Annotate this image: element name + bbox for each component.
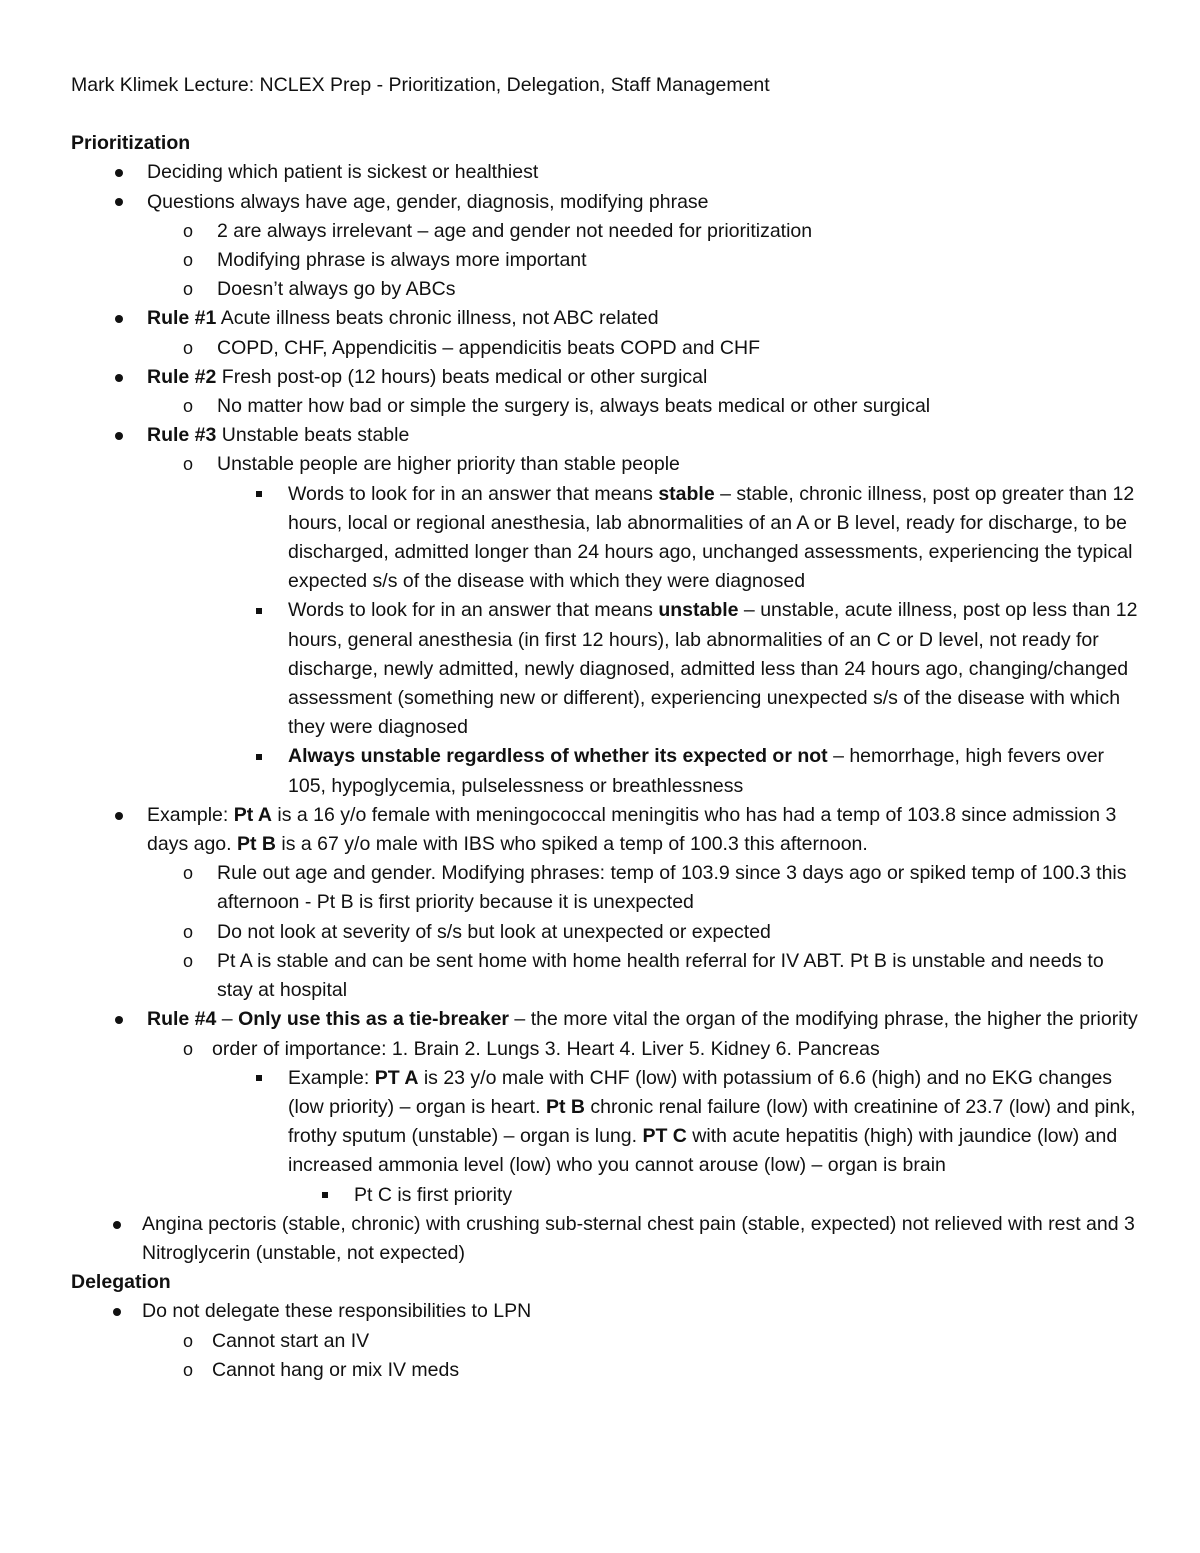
- list-item-example: Example: Pt A is a 16 y/o female with meningococcal meningitis who has had a temp of 103.8 since admission 3 days ago. Pt B is a 67 y/o male with IBS who spiked a temp of 100.3 this afternoon.: [71, 801, 1140, 859]
- sub-list-item: o COPD, CHF, Appendicitis – appendicitis beats COPD and CHF: [71, 334, 1140, 363]
- bullet-square: [249, 480, 269, 509]
- bullet-circle: o: [182, 950, 193, 971]
- bullet-square: [315, 1181, 335, 1210]
- bullet-circle: o: [182, 1330, 193, 1351]
- list-item-rule-1: Rule #1 Acute illness beats chronic illness, not ABC related: [71, 304, 1140, 333]
- section-heading-prioritization: Prioritization: [71, 132, 191, 155]
- list-item-rule-3: Rule #3 Unstable beats stable: [71, 421, 1140, 450]
- sub-list-item: o Do not look at severity of s/s but look at unexpected or expected: [71, 918, 1140, 947]
- sub-list-item: o Modifying phrase is always more important: [71, 246, 1140, 275]
- bullet-circle: o: [182, 250, 193, 271]
- sub-list-item: o Rule out age and gender. Modifying phrases: temp of 103.9 since 3 days ago or spiked temp of 100.3 this afternoon - Pt B is first priority because it is unexpected: [71, 859, 1140, 917]
- sub-list-item: o order of importance: 1. Brain 2. Lungs 3. Heart 4. Liver 5. Kidney 6. Pancreas: [71, 1035, 1140, 1064]
- bullet-dot: [109, 158, 129, 187]
- bullet-square: [249, 1064, 269, 1093]
- list-item-rule-2: Rule #2 Fresh post-op (12 hours) beats medical or other surgical: [71, 363, 1140, 392]
- bullet-square: [249, 596, 269, 625]
- sub-list-item: o No matter how bad or simple the surgery is, always beats medical or other surgical: [71, 392, 1140, 421]
- bullet-square: [249, 742, 269, 771]
- bullet-circle: o: [182, 454, 193, 475]
- bullet-dot: [109, 188, 129, 217]
- list-item-angina: Angina pectoris (stable, chronic) with crushing sub-sternal chest pain (stable, expected) not relieved with rest and 3 Nitroglycerin (unstable, not expected): [71, 1210, 1140, 1268]
- sub-sub-list-item: Example: PT A is 23 y/o male with CHF (low) with potassium of 6.6 (high) and no EKG changes (low priority) – organ is heart. Pt B chronic renal failure (low) with creatinine of 23.7 (low) and pink, frothy sputum (unstable) – organ is lung. PT C with acute hepatitis (high) with jaundice (low) and increased ammonia level (low) who you cannot arouse (low) – organ is brain: [71, 1064, 1140, 1181]
- sub-list-item: o Cannot hang or mix IV meds: [71, 1356, 1140, 1385]
- sub-list-item: o Cannot start an IV: [71, 1327, 1140, 1356]
- bullet-circle: o: [182, 863, 193, 884]
- sub-sub-list-item: Words to look for in an answer that means unstable – unstable, acute illness, post op less than 12 hours, general anesthesia (in first 12 hours), lab abnormalities of an C or D level, not ready for discharge, newly admitted, newly diagnosed, admitted less than 24 hours ago, changing/changed assessment (something new or different), experiencing unexpected s/s of the disease with which they were diagnosed: [71, 596, 1140, 742]
- list-item-rule-4: Rule #4 – Only use this as a tie-breaker – the more vital the organ of the modifying phrase, the higher the priority: [71, 1005, 1140, 1034]
- section-heading-delegation: Delegation: [71, 1271, 171, 1294]
- bullet-dot: [109, 304, 129, 333]
- sub-list-item: o Unstable people are higher priority than stable people: [71, 450, 1140, 479]
- bullet-circle: o: [182, 337, 193, 358]
- document-title: Mark Klimek Lecture: NCLEX Prep - Prioritization, Delegation, Staff Management: [71, 74, 770, 96]
- list-item: Questions always have age, gender, diagnosis, modifying phrase: [71, 188, 1140, 217]
- sub-sub-sub-list-item: Pt C is first priority: [71, 1181, 1140, 1210]
- bullet-dot: [109, 363, 129, 392]
- list-item: Deciding which patient is sickest or healthiest: [71, 158, 1140, 187]
- bullet-dot: [107, 1297, 127, 1326]
- bullet-dot: [109, 1005, 129, 1034]
- list-item: Do not delegate these responsibilities to LPN: [71, 1297, 1140, 1326]
- bullet-circle: o: [182, 279, 193, 300]
- bullet-circle: o: [182, 1038, 193, 1059]
- bullet-circle: o: [182, 396, 193, 417]
- bullet-circle: o: [182, 1359, 193, 1380]
- bullet-dot: [109, 801, 129, 830]
- sub-list-item: o Doesn’t always go by ABCs: [71, 275, 1140, 304]
- sub-sub-list-item: Words to look for in an answer that means stable – stable, chronic illness, post op greater than 12 hours, local or regional anesthesia, lab abnormalities of an A or B level, ready for discharge, to be discharged, admitted longer than 24 hours ago, unchanged assessments, experiencing the typical expected s/s of the disease with which they were diagnosed: [71, 480, 1140, 597]
- bullet-dot: [107, 1210, 127, 1239]
- bullet-dot: [109, 421, 129, 450]
- sub-list-item: o 2 are always irrelevant – age and gender not needed for prioritization: [71, 217, 1140, 246]
- bullet-circle: o: [182, 921, 193, 942]
- bullet-circle: o: [182, 220, 193, 241]
- sub-list-item: o Pt A is stable and can be sent home with home health referral for IV ABT. Pt B is unstable and needs to stay at hospital: [71, 947, 1140, 1005]
- sub-sub-list-item: Always unstable regardless of whether its expected or not – hemorrhage, high fevers over 105, hypoglycemia, pulselessness or breathlessness: [71, 742, 1140, 800]
